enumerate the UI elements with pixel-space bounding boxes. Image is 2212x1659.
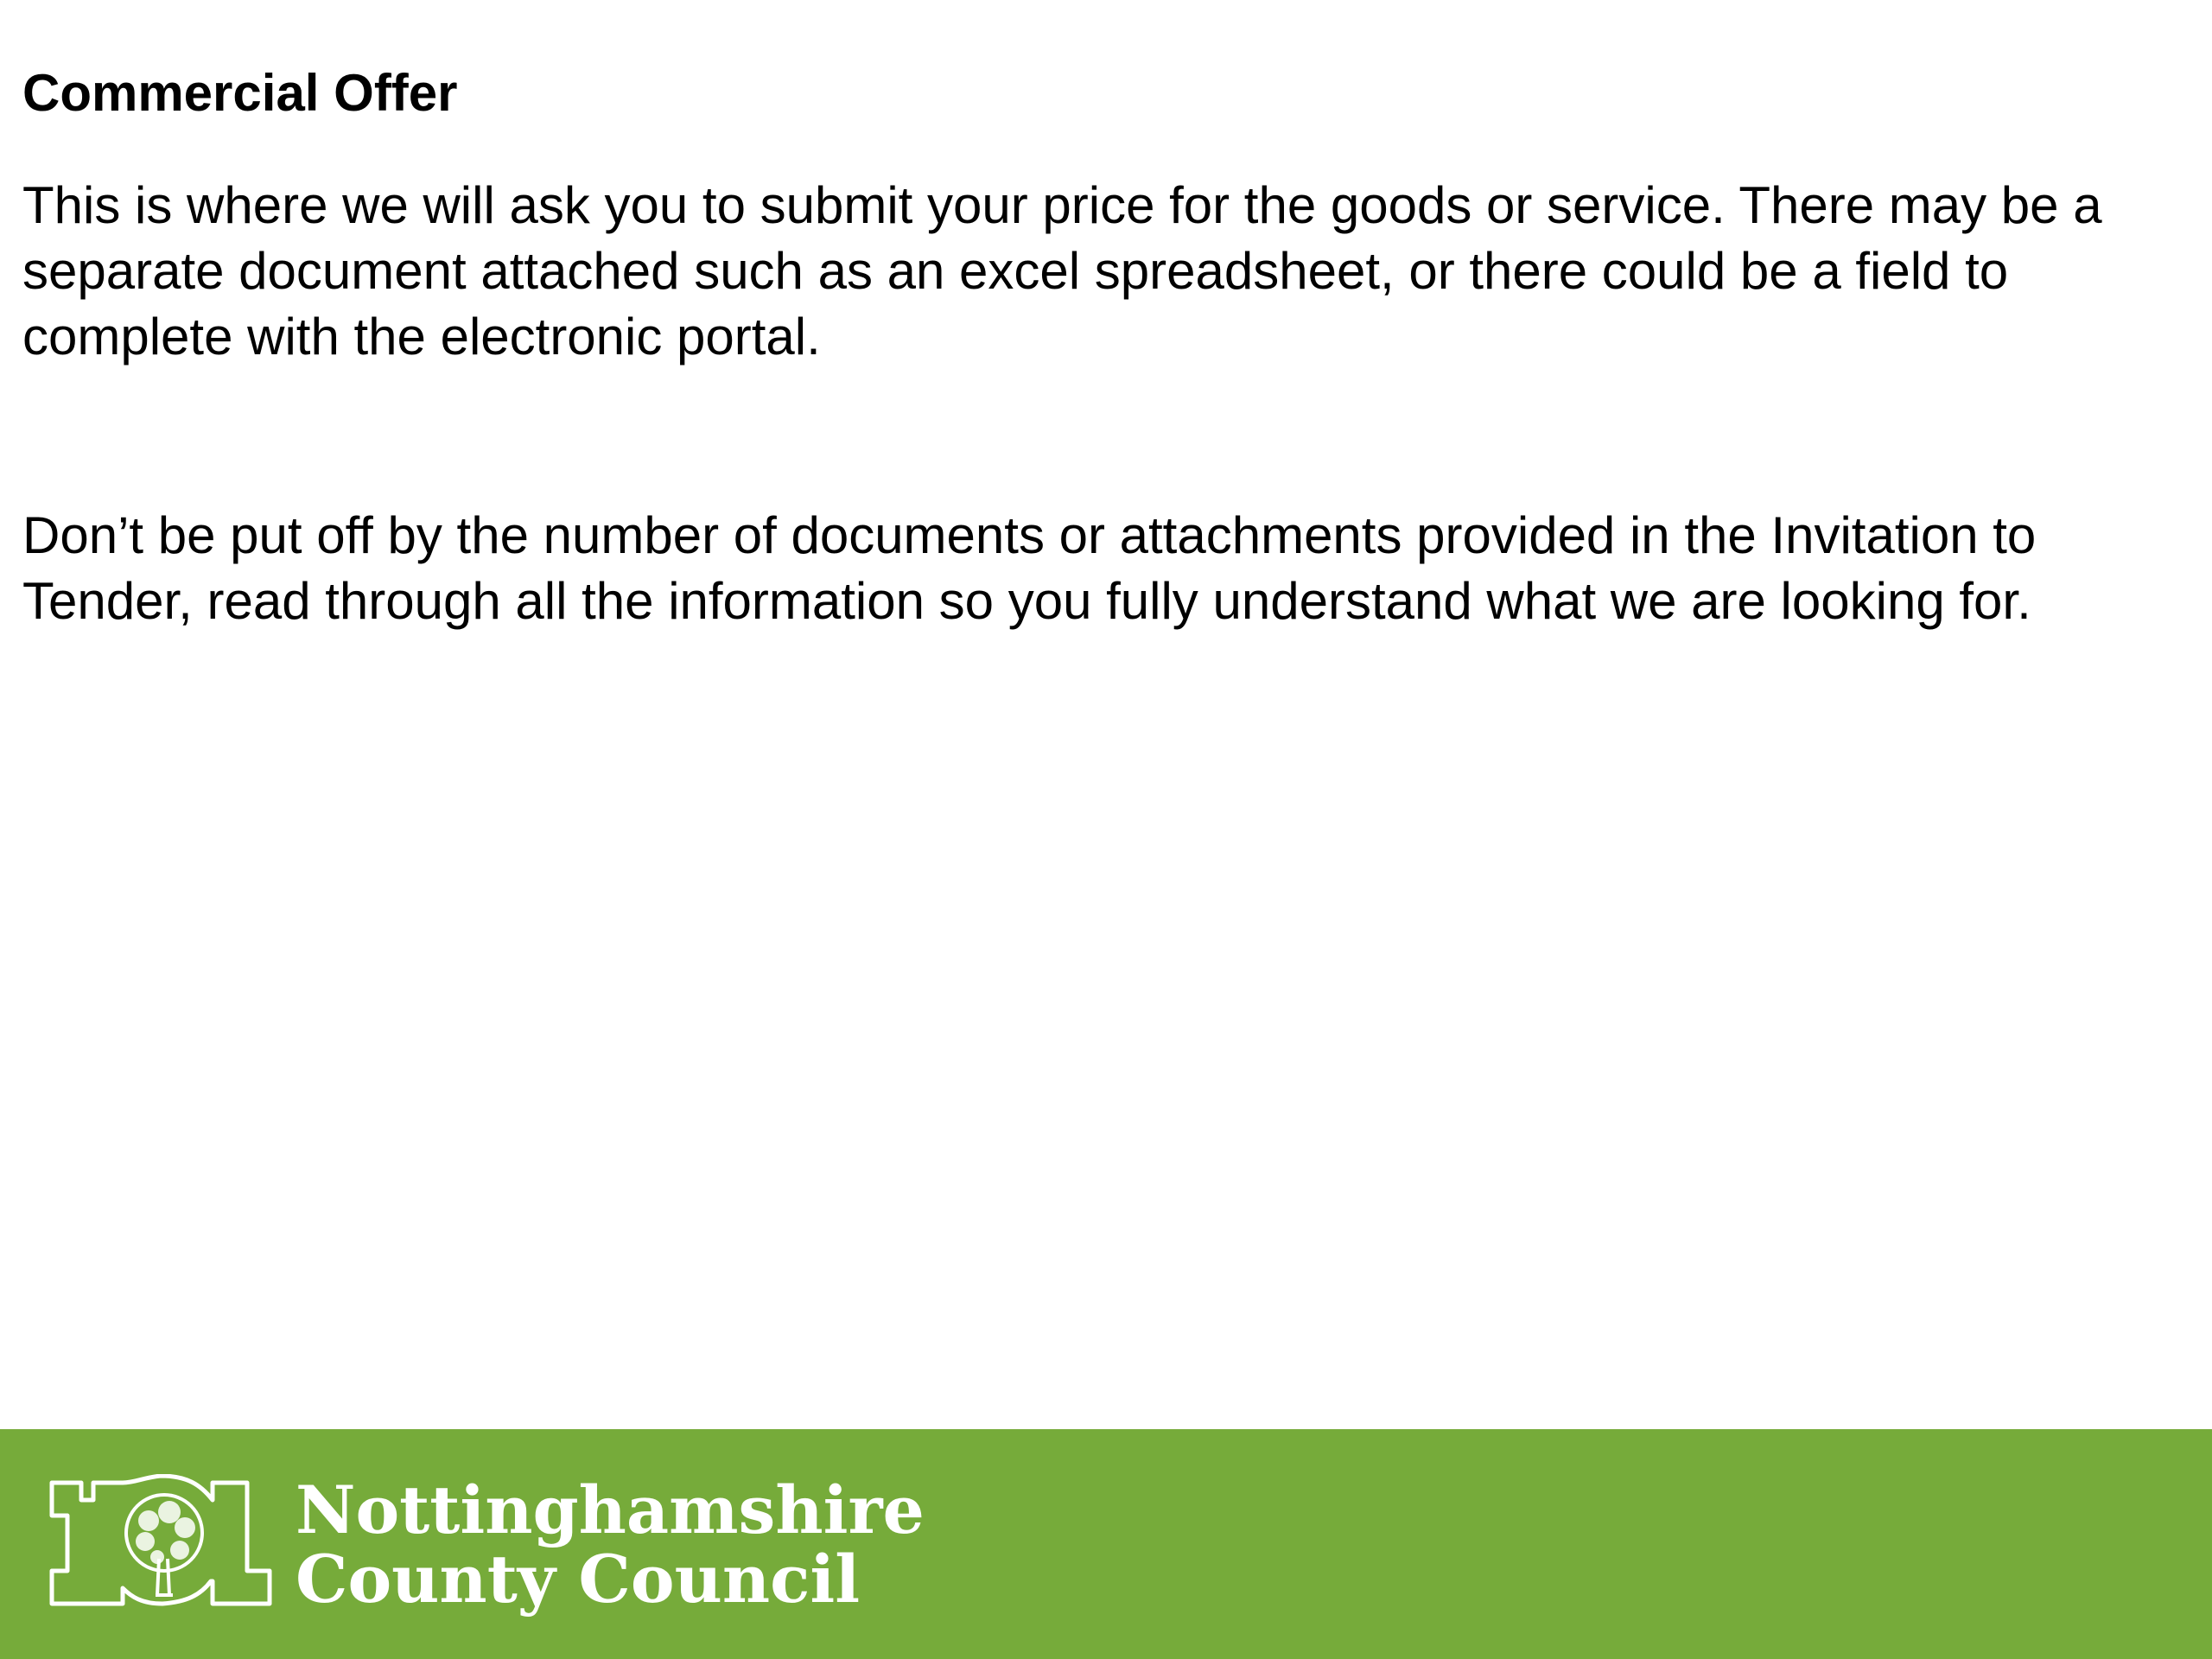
document-body: [22, 54, 2183, 634]
page-title: Commercial Offer: [22, 64, 458, 122]
council-name-line-2: County Council: [296, 1541, 861, 1618]
council-name-line-1: Nottinghamshire: [296, 1471, 925, 1548]
tree-emblem-icon: [48, 1474, 276, 1611]
council-name: [296, 1471, 925, 1618]
paragraph-commercial-offer-intro: This is where we will ask you to submit your price for the goods or service. There may be a separate document attached such as an excel spreadsheet, or there could be a field to complete with the electronic portal.: [22, 176, 2102, 365]
footer-banner: [0, 1429, 2212, 1659]
paragraph-invitation-to-tender: Don’t be put off by the number of documents or attachments provided in the Invitation to Tender, read through all the information so you fully understand what we are looking for.: [22, 506, 2037, 630]
council-logo: [48, 1471, 925, 1621]
